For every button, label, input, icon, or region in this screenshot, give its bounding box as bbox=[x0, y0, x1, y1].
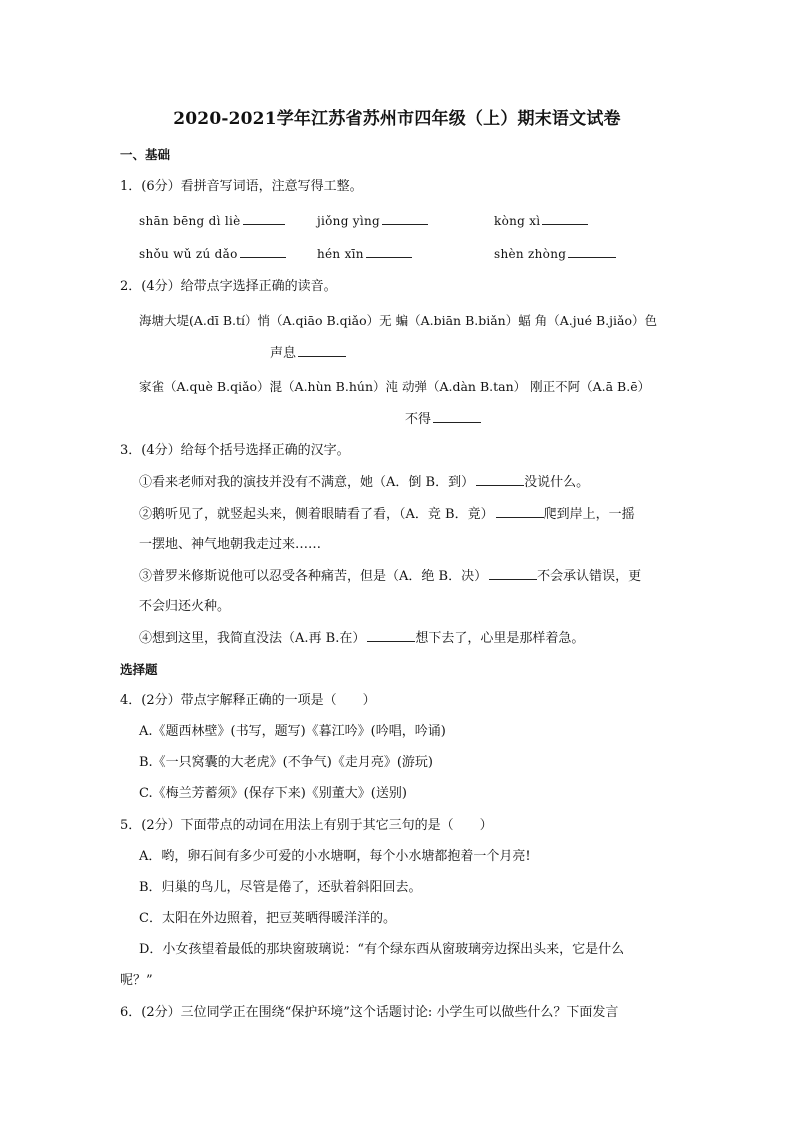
q5-option-d[interactable]: D．小女孩望着最低的那块窗玻璃说：“有个绿东西从窗玻璃旁边探出头来，它是什么 bbox=[139, 942, 625, 957]
q3-text: 不会承认错误，更 bbox=[537, 569, 642, 584]
q1-item-5 bbox=[317, 245, 412, 263]
q1-stem: 1．(6分）看拼音写词语，注意写得工整。 bbox=[120, 179, 363, 194]
q6-stem: 6．(2分）三位同学正在围绕“保护环境”这个话题讨论: 小学生可以做些什么？下面发言 bbox=[120, 1005, 619, 1020]
answer-blank[interactable] bbox=[382, 212, 428, 225]
pinyin-text: shèn zhòng bbox=[494, 247, 567, 261]
q5-option-c[interactable]: C．太阳在外边照着，把豆荚晒得暖洋洋的。 bbox=[139, 911, 396, 926]
q1-item-1 bbox=[139, 212, 285, 230]
q1-item-3 bbox=[494, 212, 588, 230]
answer-blank[interactable] bbox=[476, 473, 524, 486]
q2-stem: 2．(4分）给带点字选择正确的读音。 bbox=[120, 279, 337, 294]
q4-stem: 4．(2分）带点字解释正确的一项是（ ） bbox=[120, 693, 376, 708]
section-heading-choice: 选择题 bbox=[120, 662, 158, 677]
q2-line-1-end bbox=[270, 344, 346, 363]
answer-blank[interactable] bbox=[489, 567, 537, 580]
pinyin-text: kòng xì bbox=[494, 214, 541, 228]
q4-option-c[interactable]: C.《梅兰芳蓄须》(保存下来)《别董大》(送别) bbox=[139, 786, 407, 801]
q2-word: 不得 bbox=[405, 412, 432, 427]
q2-line-2-end bbox=[405, 410, 481, 429]
q2-word: 声息 bbox=[270, 346, 297, 361]
q3-sentence-2 bbox=[139, 505, 635, 524]
q5-option-a[interactable]: A．哟，卵石间有多少可爱的小水塘啊，每个小水塘都抱着一个月亮! bbox=[139, 849, 531, 864]
pinyin-text: hén xīn bbox=[317, 247, 364, 261]
answer-blank[interactable] bbox=[568, 245, 616, 258]
q5-stem: 5．(2分）下面带点的动词在用法上有别于其它三句的是（ ） bbox=[120, 818, 493, 833]
pinyin-text: shān bēng dì liè bbox=[139, 214, 241, 228]
answer-blank[interactable] bbox=[542, 212, 588, 225]
answer-blank[interactable] bbox=[496, 505, 544, 518]
page-title: 2020-2021学年江苏省苏州市四年级（上）期末语文试卷 bbox=[173, 109, 621, 129]
q2-line-2: 家雀（A.què B.qiǎo）混（A.hùn B.hún）沌 动弹（A.dàn B.tan） 刚正不阿（A.ā B.ē） bbox=[139, 379, 651, 394]
q3-text: 想下去了，心里是那样着急。 bbox=[415, 631, 585, 646]
q4-option-b[interactable]: B.《一只窝囊的大老虎》(不争气)《走月亮》(游玩) bbox=[139, 755, 433, 770]
q3-text: ②鹅听见了，就竖起头来，侧着眼睛看了看，（A．竞 B．竟） bbox=[139, 507, 494, 522]
q1-item-4 bbox=[139, 245, 286, 263]
q3-sentence-2-cont: 一摆地、神气地朝我走过来…… bbox=[139, 537, 322, 552]
q1-item-2 bbox=[317, 212, 428, 230]
q3-stem: 3．(4分）给每个括号选择正确的汉字。 bbox=[120, 443, 350, 458]
q3-text: ③普罗米修斯说他可以忍受各种痛苦，但是（A．绝 B．决） bbox=[139, 569, 488, 584]
q3-text: ④想到这里，我简直没法（A.再 B.在） bbox=[139, 631, 366, 646]
q3-sentence-3-cont: 不会归还火种。 bbox=[139, 599, 231, 614]
pinyin-text: jiǒng yìng bbox=[317, 214, 381, 228]
q3-sentence-4 bbox=[139, 629, 584, 648]
q5-option-d-cont: 呢？” bbox=[120, 973, 153, 988]
section-heading-basics: 一、基础 bbox=[120, 147, 171, 162]
q3-text: 没说什么。 bbox=[524, 475, 590, 490]
q4-option-a[interactable]: A.《题西林壁》(书写，题写)《暮江吟》(吟唱，吟诵) bbox=[139, 724, 446, 739]
q3-text: ①看来老师对我的演技并没有不满意，她（A．倒 B．到） bbox=[139, 475, 475, 490]
pinyin-text: shǒu wǔ zú dǎo bbox=[139, 247, 238, 261]
q3-sentence-1 bbox=[139, 473, 589, 492]
q5-option-b[interactable]: B．归巢的鸟儿，尽管是倦了，还驮着斜阳回去。 bbox=[139, 880, 422, 895]
answer-blank[interactable] bbox=[367, 629, 415, 642]
answer-blank[interactable] bbox=[366, 245, 412, 258]
q2-line-1: 海塘大堤(A.dī B.tí）悄（A.qiāo B.qiǎo）无 蝙（A.biān B.biǎn）蝠 角（A.jué B.jiǎo）色 bbox=[139, 313, 658, 328]
q1-item-6 bbox=[494, 245, 616, 263]
answer-blank[interactable] bbox=[243, 212, 285, 225]
answer-blank[interactable] bbox=[433, 410, 481, 423]
q3-text: 爬到岸上，一摇 bbox=[543, 507, 635, 522]
answer-blank[interactable] bbox=[240, 245, 286, 258]
q3-sentence-3 bbox=[139, 567, 641, 586]
answer-blank[interactable] bbox=[298, 344, 346, 357]
